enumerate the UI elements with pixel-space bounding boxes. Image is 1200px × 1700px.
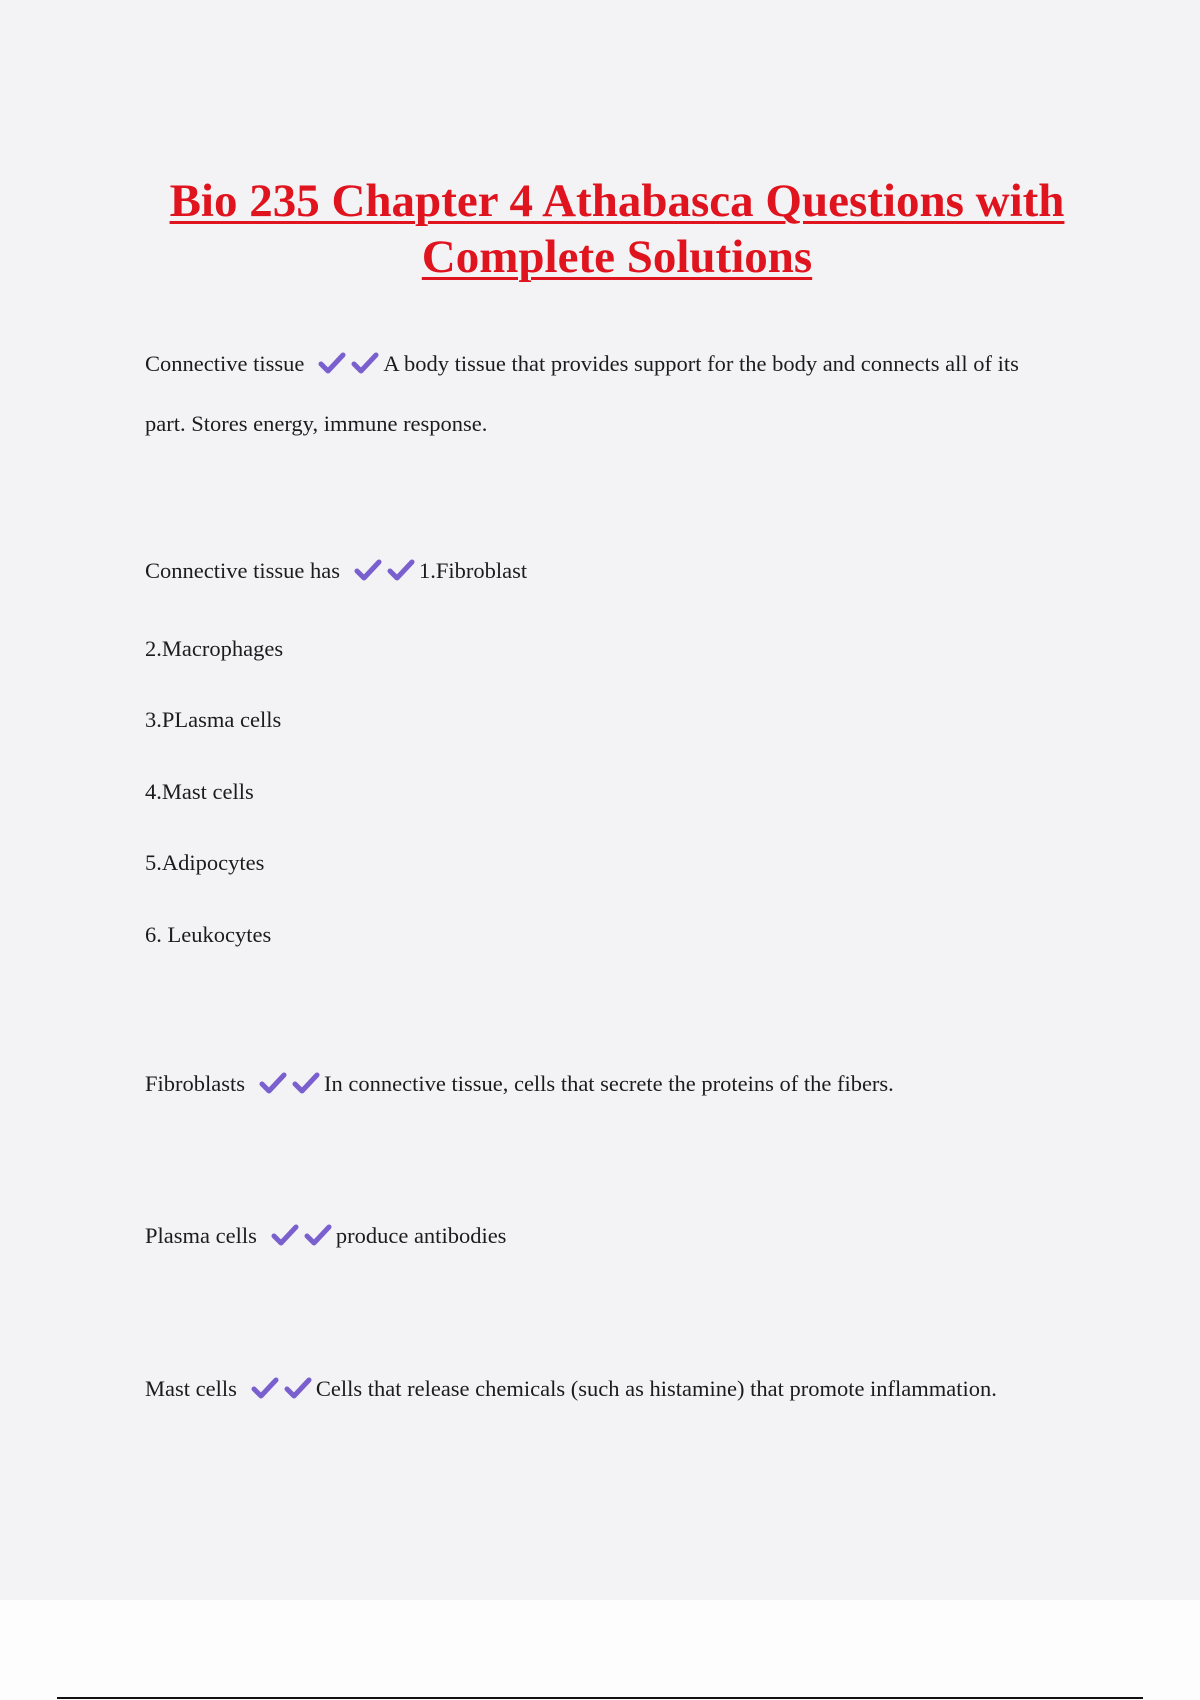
list-item: 4.Mast cells xyxy=(145,779,254,804)
qa-answer: produce antibodies xyxy=(335,1223,507,1248)
answer-marker xyxy=(271,1222,332,1250)
check-icon xyxy=(318,351,346,375)
qa-term: Connective tissue xyxy=(145,351,305,376)
list-item: 5.Adipocytes xyxy=(145,850,265,875)
answer-marker xyxy=(354,557,415,585)
check-icon xyxy=(259,1071,287,1095)
document-title xyxy=(100,173,1134,285)
list-item: 2.Macrophages xyxy=(145,636,284,661)
qa-answer: Cells that release chemicals (such as histamine) that promote inflammation. xyxy=(315,1376,997,1401)
answer-marker xyxy=(318,350,379,378)
qa-term: Mast cells xyxy=(145,1376,237,1401)
qa-item-connective-tissue xyxy=(145,350,1019,378)
qa-answer: 1.Fibroblast xyxy=(418,558,528,583)
qa-answer: A body tissue that provides support for the body and connects all of its xyxy=(383,351,1019,376)
list-item: 3.PLasma cells xyxy=(145,707,282,732)
check-icon xyxy=(351,351,379,375)
qa-term: Plasma cells xyxy=(145,1223,257,1248)
check-icon xyxy=(354,558,382,582)
title-line-1: Bio 235 Chapter 4 Athabasca Questions with xyxy=(169,175,1065,228)
title-line-2: Complete Solutions xyxy=(421,231,813,284)
check-icon xyxy=(284,1376,312,1400)
check-icon xyxy=(292,1071,320,1095)
qa-term: Fibroblasts xyxy=(145,1071,246,1096)
qa-item-connective-tissue-has xyxy=(145,557,527,585)
list-item: 6. Leukocytes xyxy=(145,922,272,947)
qa-item-plasma-cells xyxy=(145,1222,506,1250)
check-icon xyxy=(387,558,415,582)
answer-marker xyxy=(251,1375,312,1403)
check-icon xyxy=(304,1223,332,1247)
qa-item-fibroblasts xyxy=(145,1070,894,1098)
check-icon xyxy=(251,1376,279,1400)
qa-answer-continued: part. Stores energy, immune response. xyxy=(145,411,488,436)
footer-divider xyxy=(57,1697,1143,1699)
answer-marker xyxy=(259,1070,320,1098)
qa-answer: In connective tissue, cells that secrete the proteins of the fibers. xyxy=(324,1071,894,1096)
qa-term: Connective tissue has xyxy=(145,558,340,583)
check-icon xyxy=(271,1223,299,1247)
qa-item-mast-cells xyxy=(145,1375,997,1403)
page-footer xyxy=(0,1600,1200,1700)
